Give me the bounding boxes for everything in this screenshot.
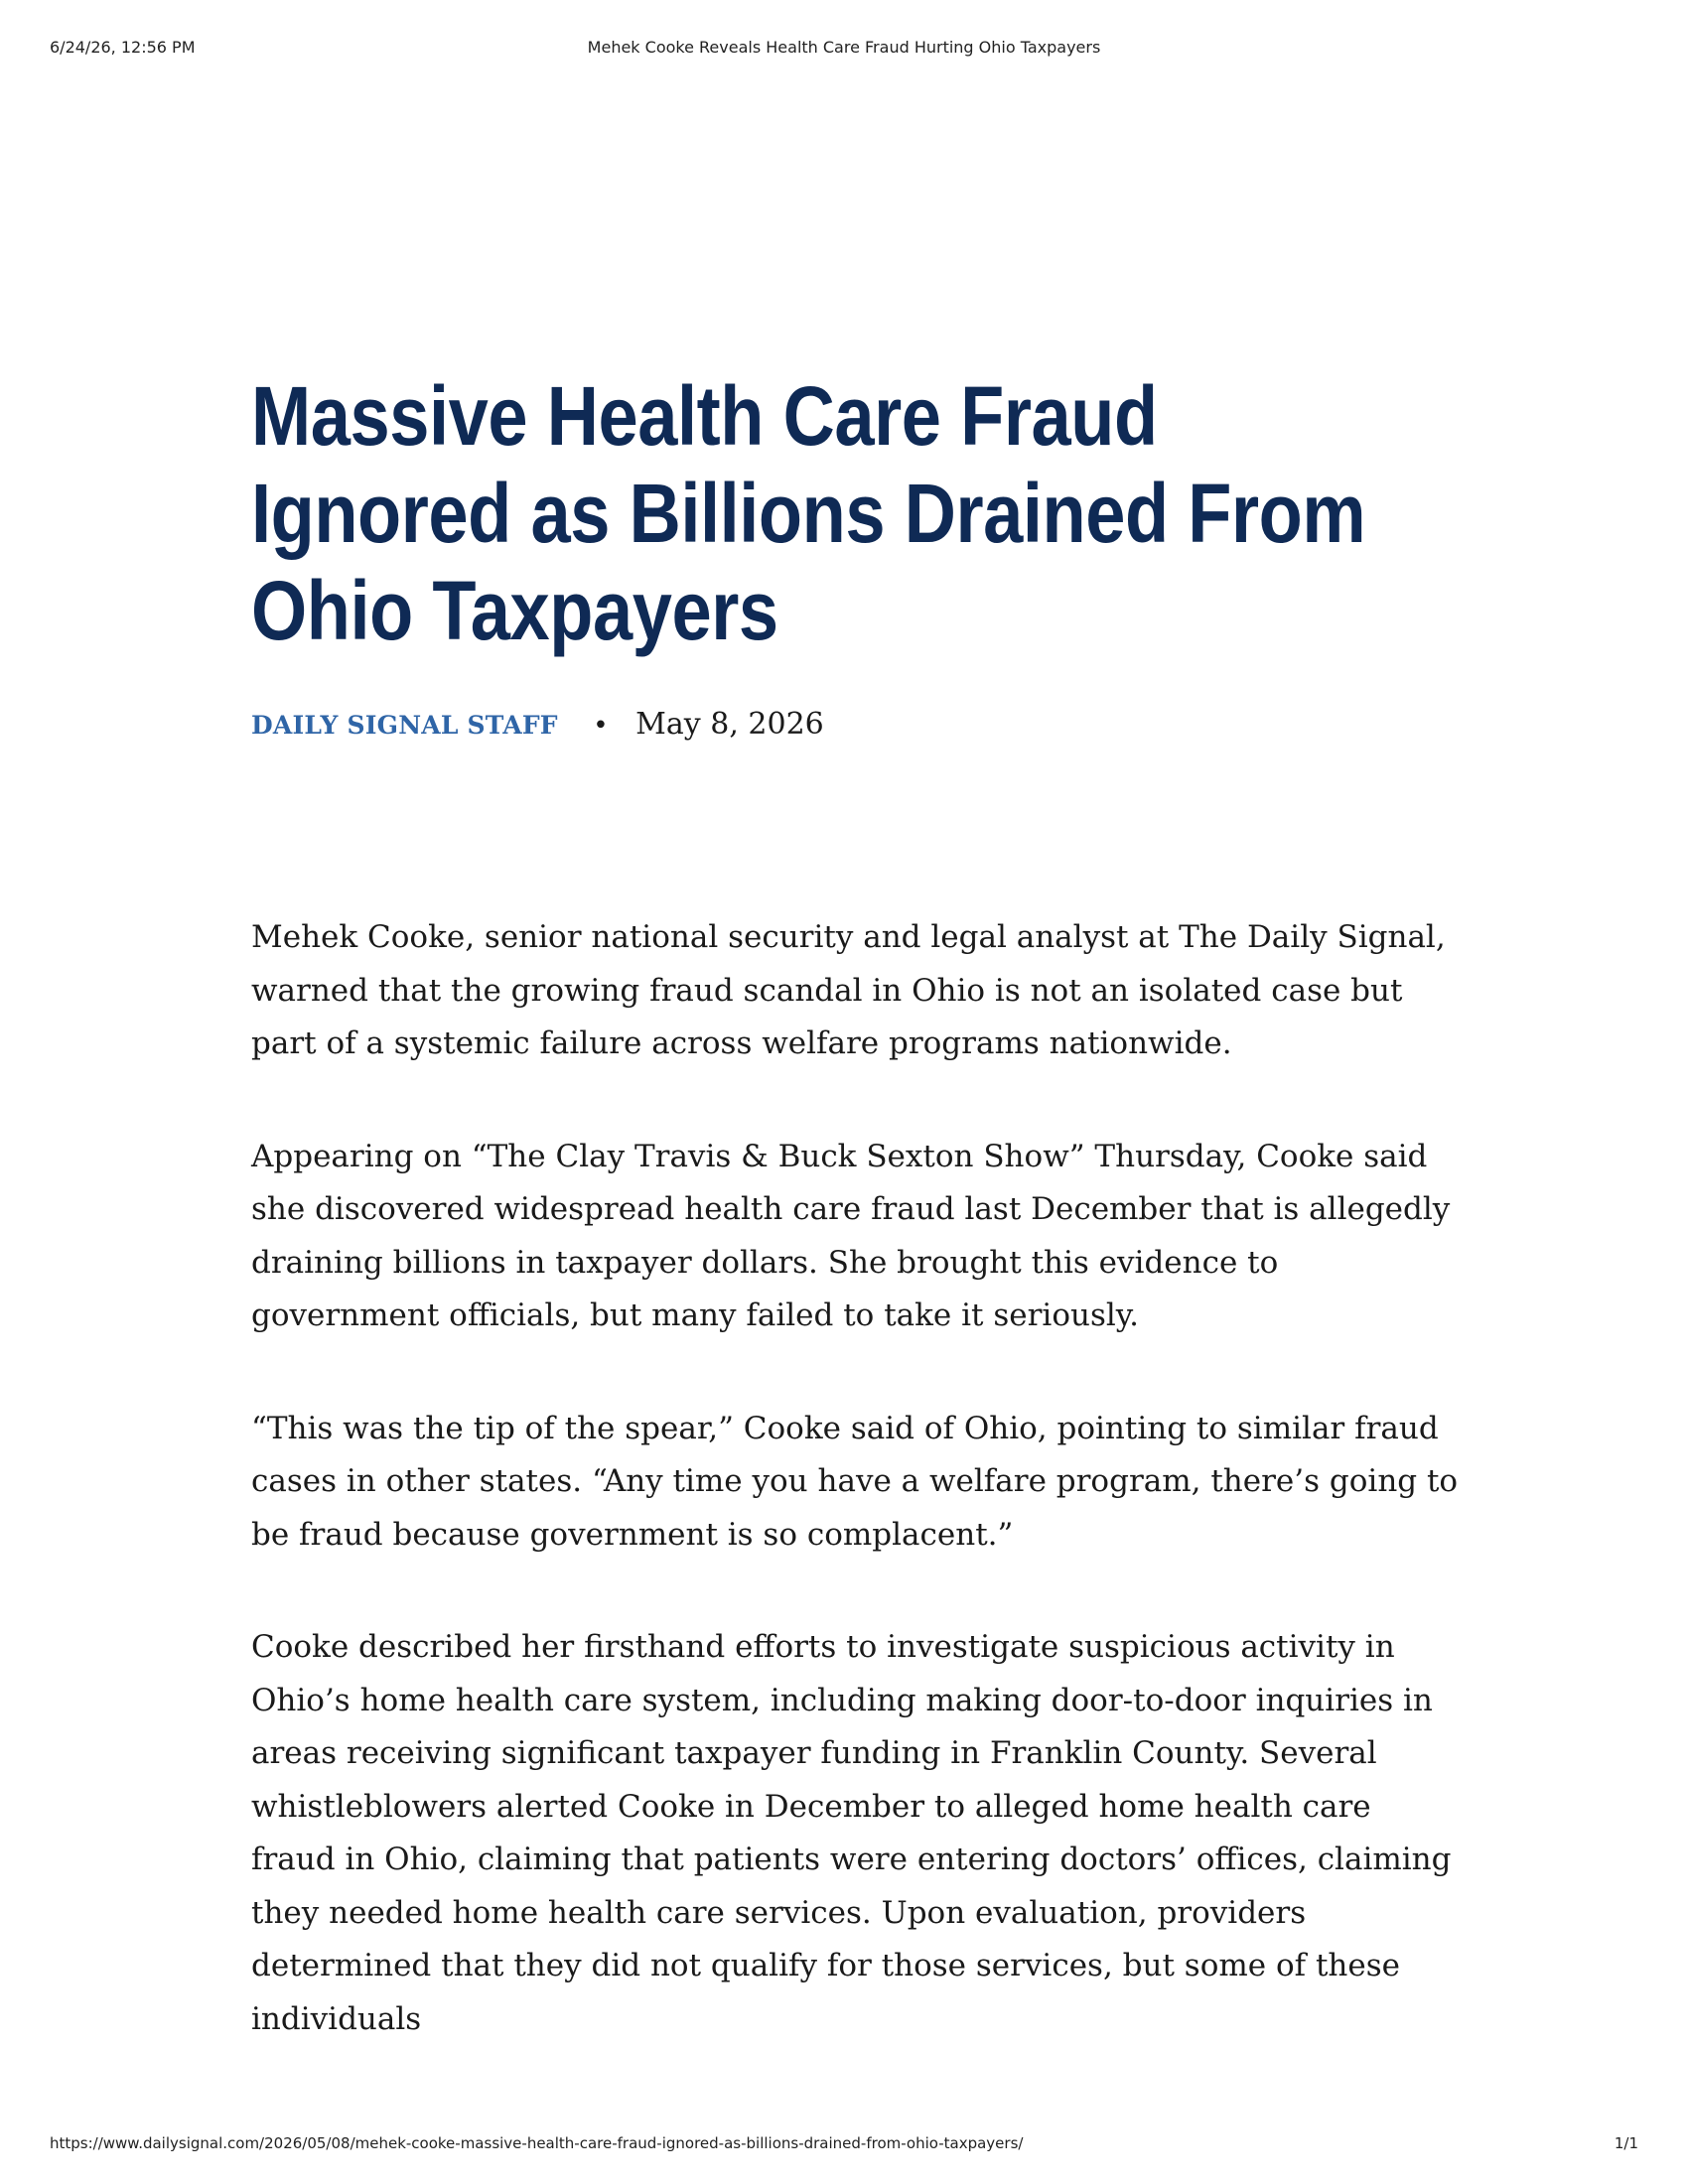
article-paragraph: Appearing on “The Clay Travis & Buck Sexton Show” Thursday, Cooke said she discovered widespread health care fraud last December that is allegedly draining billions in taxpayer dollars. She brought this evidence to government officials, but many failed to take it seriously.: [251, 1138, 1451, 1333]
byline-separator: •: [593, 711, 609, 741]
print-datetime: 6/24/26, 12:56 PM: [50, 38, 196, 57]
article: [251, 367, 1459, 2037]
print-page-number: 1/1: [1614, 2134, 1638, 2152]
author-link[interactable]: DAILY SIGNAL STAFF: [251, 711, 558, 740]
article-paragraph: “This was the tip of the spear,” Cooke said of Ohio, pointing to similar fraud cases in other states. “Any time you have a welfare program, there’s going to be fraud because government is so complacent.”: [251, 1410, 1459, 1553]
print-url: https://www.dailysignal.com/2026/05/08/mehek-cooke-massive-health-care-fraud-ignored-as-billions-drained-from-ohio-taxpayers/: [50, 2134, 1024, 2152]
article-paragraph: Mehek Cooke, senior national security and legal analyst at The Daily Signal, warned that the growing fraud scandal in Ohio is not an isolated case but part of a systemic failure across welfare programs nationwide.: [251, 919, 1446, 1061]
byline: [251, 707, 824, 742]
article-headline: [251, 367, 1438, 659]
publish-date: May 8, 2026: [635, 707, 824, 742]
print-footer: [50, 2134, 1638, 2158]
article-body: [251, 911, 1463, 2037]
print-page-title: Mehek Cooke Reveals Health Care Fraud Hurting Ohio Taxpayers: [587, 38, 1101, 57]
headline-line: Ignored as Billions Drained From: [251, 467, 1366, 560]
print-header: [50, 38, 1638, 62]
headline-line: Ohio Taxpayers: [251, 564, 778, 657]
headline-line: Massive Health Care Fraud: [251, 369, 1158, 463]
article-paragraph: Cooke described her firsthand efforts to investigate suspicious activity in Ohio’s home health care system, including making door-to-door inquiries in areas receiving significant taxpayer funding in Franklin County. Several whistleblowers alerted Cooke in December to alleged home health care fraud in Ohio, claiming that patients were entering doctors’ offices, claiming they needed home health care services. Upon evaluation, providers determined that they did not qualify for those services, but some of these individuals: [251, 1629, 1452, 2037]
